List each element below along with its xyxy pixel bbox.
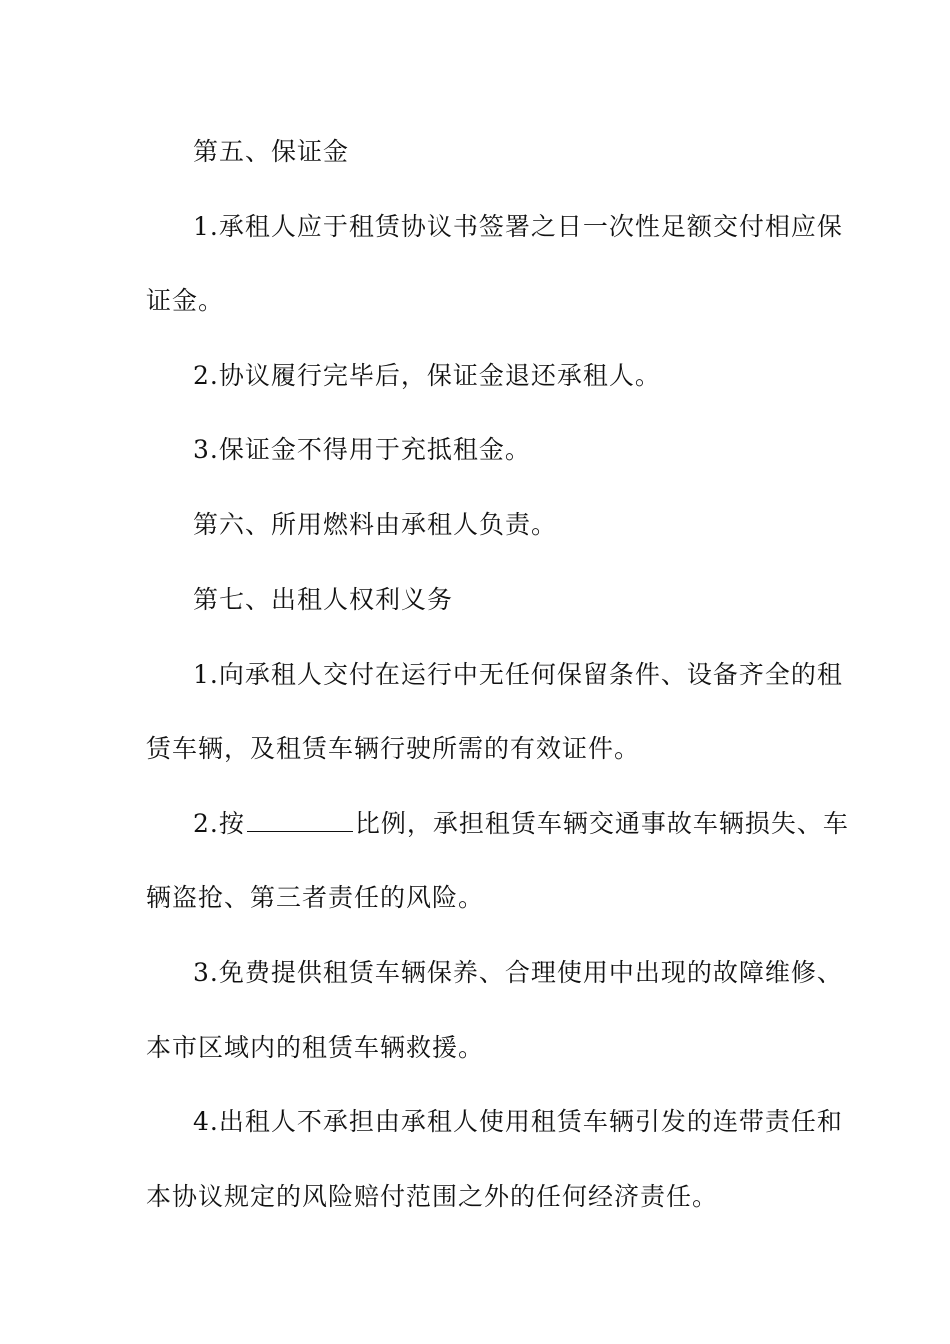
paragraph-line: 2.协议履行完毕后，保证金退还承租人。 — [193, 361, 661, 390]
section-heading-deposit: 第五、保证金 — [193, 137, 350, 166]
section-heading-fuel: 第六、所用燃料由承租人负责。 — [193, 510, 558, 539]
paragraph-line: 4.出租人不承担由承租人使用租赁车辆引发的连带责任和 — [193, 1107, 843, 1136]
paragraph-line: 本协议规定的风险赔付范围之外的任何经济责任。 — [146, 1182, 719, 1211]
section-heading-lessor-rights: 第七、出租人权利义务 — [193, 585, 454, 614]
paragraph-line: 1.向承租人交付在运行中无任何保留条件、设备齐全的租 — [193, 660, 843, 689]
fill-in-blank — [247, 809, 353, 832]
paragraph-line: 3.免费提供租赁车辆保养、合理使用中出现的故障维修、 — [193, 958, 843, 987]
paragraph-line: 证金。 — [146, 286, 225, 315]
paragraph-line: 辆盗抢、第三者责任的风险。 — [146, 883, 485, 912]
paragraph-line: 本市区域内的租赁车辆救援。 — [146, 1033, 485, 1062]
paragraph-line: 1.承租人应于租赁协议书签署之日一次性足额交付相应保 — [193, 212, 843, 241]
paragraph-line: 3.保证金不得用于充抵租金。 — [193, 435, 531, 464]
paragraph-line-with-blank — [0, 807, 950, 841]
paragraph-text: 2.按 — [193, 809, 245, 838]
paragraph-line: 赁车辆，及租赁车辆行驶所需的有效证件。 — [146, 734, 641, 763]
paragraph-text: 比例，承担租赁车辆交通事故车辆损失、车 — [354, 809, 849, 838]
